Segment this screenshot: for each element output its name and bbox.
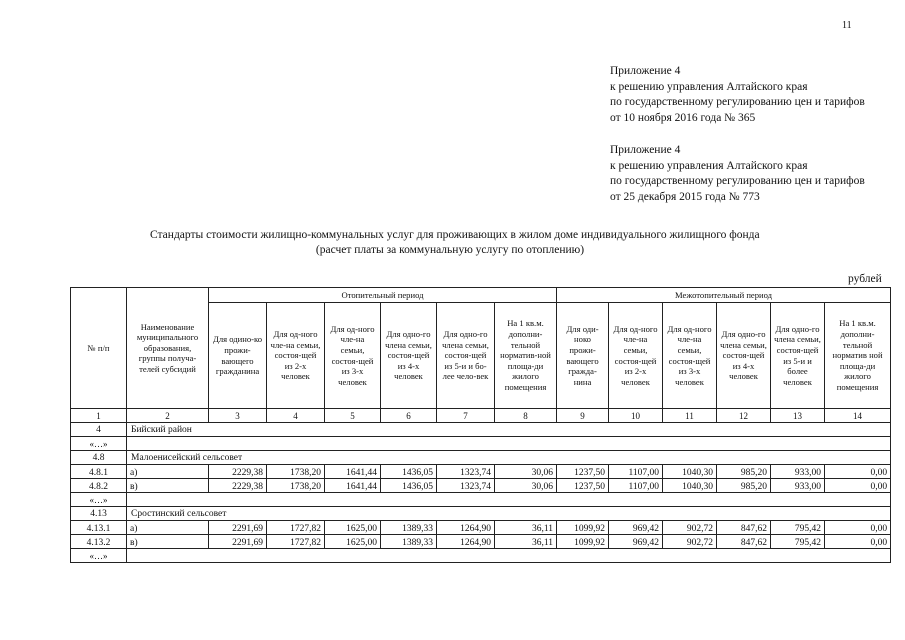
header-num: № п/п xyxy=(71,288,127,409)
cell-value: 30,06 xyxy=(495,465,557,479)
section-row xyxy=(71,507,891,521)
column-number: 5 xyxy=(325,409,381,423)
cell-value: 1625,00 xyxy=(325,535,381,549)
column-number: 3 xyxy=(209,409,267,423)
appendix-line: к решению управления Алтайского края xyxy=(610,80,808,93)
row-code: 4.13.1 xyxy=(71,521,127,535)
section-code: 4 xyxy=(71,423,127,437)
cell-value: 1436,05 xyxy=(381,479,437,493)
cell-value: 847,62 xyxy=(717,521,771,535)
cell-value: 1323,74 xyxy=(437,479,495,493)
cell-value: 1040,30 xyxy=(663,465,717,479)
section-code: 4.13 xyxy=(71,507,127,521)
cell-value: 36,11 xyxy=(495,535,557,549)
currency-unit: рублей xyxy=(848,273,882,285)
header-col: Для одно-го члена семьи, состоя-щей из 4-х человек xyxy=(717,303,771,409)
cell-value: 1727,82 xyxy=(267,535,325,549)
cell-value: 1099,92 xyxy=(557,535,609,549)
page-number: 11 xyxy=(842,20,852,31)
cell-value: 2291,69 xyxy=(209,535,267,549)
cell-value: 1237,50 xyxy=(557,465,609,479)
ellipsis-mark: «…» xyxy=(71,493,127,507)
cell-value: 0,00 xyxy=(825,479,891,493)
header-col: Для одно-го члена семьи, состоя-щей из 5-и и более человек xyxy=(771,303,825,409)
appendix-line: по государственному регулированию цен и тарифов xyxy=(610,96,865,108)
cell-value: 1738,20 xyxy=(267,479,325,493)
cell-value: 2291,69 xyxy=(209,521,267,535)
section-row xyxy=(71,451,891,465)
header-col: Для од-ного чле-на семьи, состоя-щей из 2-х человек xyxy=(609,303,663,409)
header-offseason-period: Межотопительный период xyxy=(557,288,891,303)
table-row xyxy=(71,465,891,479)
cell-value: 933,00 xyxy=(771,465,825,479)
cell-value: 1237,50 xyxy=(557,479,609,493)
cell-value: 2229,38 xyxy=(209,479,267,493)
section-code: 4.8 xyxy=(71,451,127,465)
cell-value: 1389,33 xyxy=(381,521,437,535)
cell-value: 1738,20 xyxy=(267,465,325,479)
column-number-row xyxy=(71,409,891,423)
ellipsis-mark: «…» xyxy=(71,437,127,451)
cell-value: 1264,90 xyxy=(437,521,495,535)
column-number: 9 xyxy=(557,409,609,423)
appendix-header-2 xyxy=(610,143,865,205)
appendix-line: от 10 ноября 2016 года № 365 xyxy=(610,111,756,124)
row-label: а) xyxy=(127,465,209,479)
table-row xyxy=(71,521,891,535)
header-col: На 1 кв.м. дополни-тельной норматив ной площа-ди жилого помещения xyxy=(825,303,891,409)
ellipsis-mark: «…» xyxy=(71,549,127,563)
ellipsis-row xyxy=(71,437,891,451)
section-name: Малоенисейский сельсовет xyxy=(127,451,891,465)
row-label: в) xyxy=(127,535,209,549)
section-name: Сростинский сельсовет xyxy=(127,507,891,521)
cell-value: 1264,90 xyxy=(437,535,495,549)
column-number: 2 xyxy=(127,409,209,423)
cell-value: 795,42 xyxy=(771,521,825,535)
cell-value: 1389,33 xyxy=(381,535,437,549)
cell-value: 30,06 xyxy=(495,479,557,493)
cell-value: 902,72 xyxy=(663,535,717,549)
column-number: 7 xyxy=(437,409,495,423)
row-label: а) xyxy=(127,521,209,535)
cell-value: 0,00 xyxy=(825,521,891,535)
section-name: Бийский район xyxy=(127,423,891,437)
ellipsis-row xyxy=(71,493,891,507)
header-heating-period: Отопительный период xyxy=(209,288,557,303)
header-col: Для одно-го члена семьи, состоя-щей из 4-х человек xyxy=(381,303,437,409)
header-col: Для од-ного чле-на семьи, состоя-щей из 3-х человек xyxy=(663,303,717,409)
header-col: Для од-ного чле-на семьи, состоя-щей из 3-х человек xyxy=(325,303,381,409)
cell-value: 0,00 xyxy=(825,465,891,479)
cell-value: 847,62 xyxy=(717,535,771,549)
tariff-table xyxy=(70,287,891,563)
cell-value: 1323,74 xyxy=(437,465,495,479)
appendix-header-1 xyxy=(610,64,865,126)
header-col: Для оди-ноко прожи-вающего гражда-нина xyxy=(557,303,609,409)
column-number: 4 xyxy=(267,409,325,423)
appendix-line: к решению управления Алтайского края xyxy=(610,159,808,172)
cell-value: 902,72 xyxy=(663,521,717,535)
table-row xyxy=(71,479,891,493)
column-number: 6 xyxy=(381,409,437,423)
cell-value: 1641,44 xyxy=(325,479,381,493)
cell-value: 985,20 xyxy=(717,479,771,493)
cell-value: 0,00 xyxy=(825,535,891,549)
cell-value: 1641,44 xyxy=(325,465,381,479)
appendix-line: Приложение 4 xyxy=(610,144,681,156)
row-code: 4.8.1 xyxy=(71,465,127,479)
column-number: 14 xyxy=(825,409,891,423)
header-name: Наименование муниципального образования, группы получа-телей субсидий xyxy=(127,288,209,409)
cell-value: 1099,92 xyxy=(557,521,609,535)
cell-value: 1727,82 xyxy=(267,521,325,535)
cell-value: 969,42 xyxy=(609,535,663,549)
appendix-line: Приложение 4 xyxy=(610,65,681,77)
ellipsis-row xyxy=(71,549,891,563)
cell-value: 969,42 xyxy=(609,521,663,535)
header-col: Для одно-го члена семьи, состоя-щей из 5-и и бо-лее чело-век xyxy=(437,303,495,409)
cell-value: 36,11 xyxy=(495,521,557,535)
cell-value: 985,20 xyxy=(717,465,771,479)
table-row xyxy=(71,535,891,549)
section-row xyxy=(71,423,891,437)
cell-value: 1107,00 xyxy=(609,465,663,479)
appendix-line: от 25 декабря 2015 года № 773 xyxy=(610,190,760,203)
row-code: 4.8.2 xyxy=(71,479,127,493)
cell-value: 1040,30 xyxy=(663,479,717,493)
document-title xyxy=(150,228,760,258)
header-col: На 1 кв.м. дополни-тельной норматив-ной площа-ди жилого помещения xyxy=(495,303,557,409)
cell-value: 933,00 xyxy=(771,479,825,493)
column-number: 8 xyxy=(495,409,557,423)
title-line-1: Стандарты стоимости жилищно-коммунальных услуг для проживающих в жилом доме индивидуального жилищного фонда xyxy=(150,229,760,241)
cell-value: 795,42 xyxy=(771,535,825,549)
column-number: 11 xyxy=(663,409,717,423)
cell-value: 1107,00 xyxy=(609,479,663,493)
column-number: 10 xyxy=(609,409,663,423)
cell-value: 2229,38 xyxy=(209,465,267,479)
header-col: Для одино-ко прожи-вающего гражданина xyxy=(209,303,267,409)
row-code: 4.13.2 xyxy=(71,535,127,549)
row-label: в) xyxy=(127,479,209,493)
cell-value: 1625,00 xyxy=(325,521,381,535)
title-line-2: (расчет платы за коммунальную услугу по отоплению) xyxy=(315,244,585,256)
column-number: 13 xyxy=(771,409,825,423)
column-number: 12 xyxy=(717,409,771,423)
header-col: Для од-ного чле-на семьи, состоя-щей из 2-х человек xyxy=(267,303,325,409)
column-number: 1 xyxy=(71,409,127,423)
appendix-line: по государственному регулированию цен и тарифов xyxy=(610,175,865,187)
cell-value: 1436,05 xyxy=(381,465,437,479)
